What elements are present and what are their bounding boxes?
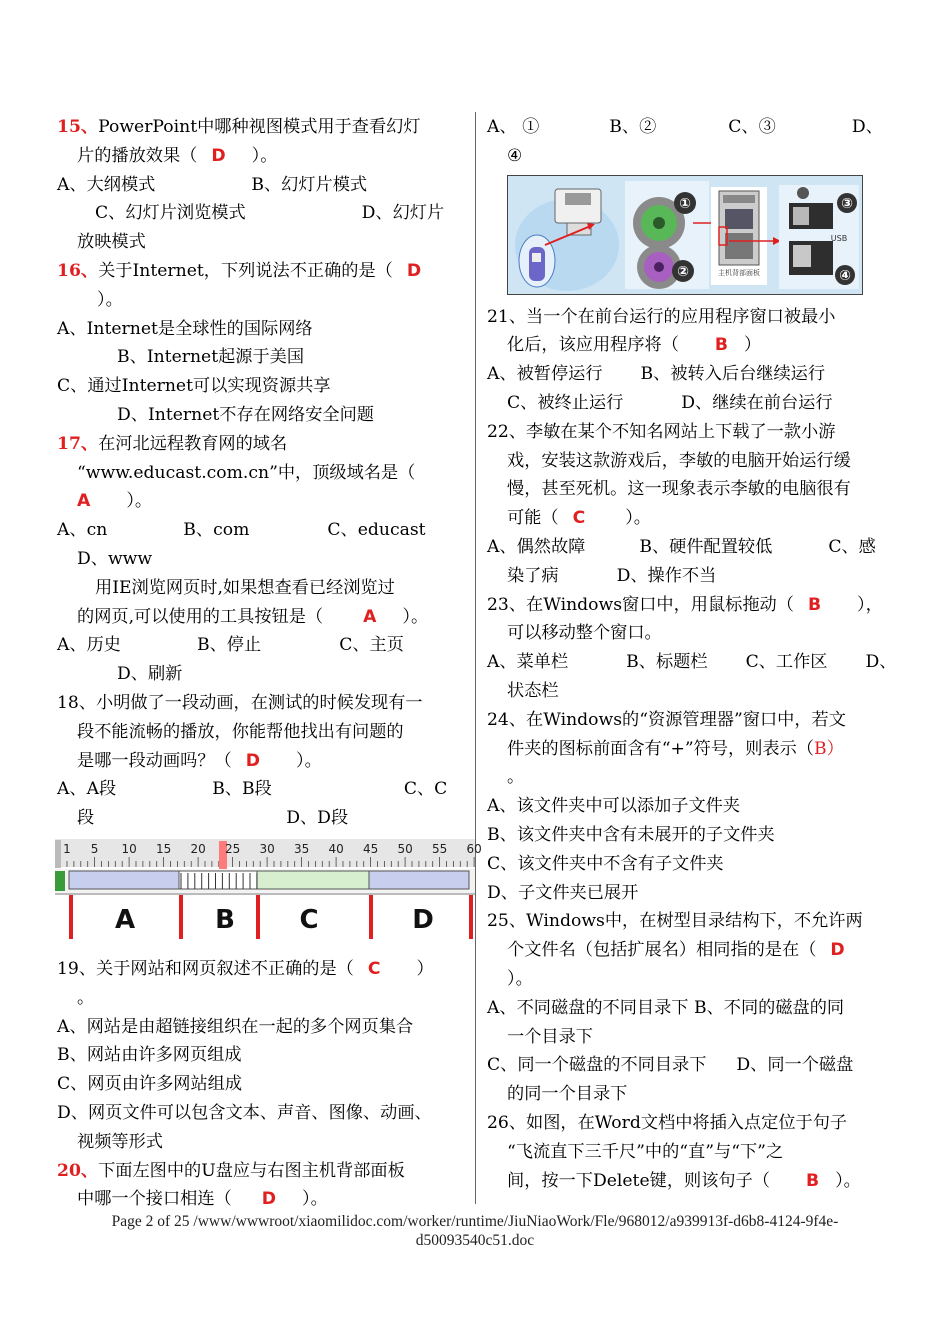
q24-option-b: B、该文件夹中含有未展开的子文件夹 [487,824,775,845]
footer-line1: Page 2 of 25 /www/wwwroot/xiaomilidoc.com/worker/runtime/JiuNiaoWork/Fle/968012/a939913f-d6b8-4124-9f4e- [111,1213,839,1230]
q21-options-cd: C、被终止运行 D、继续在前台运行 [507,392,833,413]
q25-stem-line2: 个文件名（包括扩展名）相同指的是在（ D [487,936,887,965]
q21-options-ab: A、被暂停运行 B、被转入后台继续运行 [487,364,826,385]
q18-stem-line3: 是哪一段动画吗？（ D ）。 [57,747,457,776]
q16-stem-line1: 16、关于Internet，下列说法不正确的是（ D [57,257,457,286]
ruler-tick-label: 45 [362,841,379,856]
ruler-tick-label: 50 [397,841,413,856]
usb-ports-icon [779,185,859,289]
ruler-tick-label: 5 [90,841,99,856]
q18-answer: D [245,750,260,771]
q25-stem-line1: 25、Windows中，在树型目录结构下，不允许两 [487,911,863,932]
q19-option-c: C、网页由许多网站组成 [57,1074,243,1095]
q23-stem-line2: 可以移动整个窗口。 [507,623,662,644]
q22-stem-line1: 22、李敏在某个不知名网站上下载了一款小游 [487,421,836,442]
segment-c-label: C [299,904,319,935]
segment-d-label: D [412,904,434,935]
animation-timeline-figure [55,835,482,939]
q20-option-d-cont: ④ [507,145,523,166]
q20-options: A、 ① B、② C、③ D、 [487,117,883,137]
q22-stem-line3: 慢，甚至死机。这一现象表示李敏的电脑很有 [507,479,851,500]
qie-option-d: D、刷新 [117,664,183,685]
q21-answer: B [714,335,728,356]
svg-text:①: ① [679,195,691,212]
qie-options-abc: A、历史 B、停止 C、主页 [57,635,404,656]
ruler-tick-label: 15 [155,841,172,856]
timeline-graphic [55,835,482,939]
q15-stem-line1: 15、PowerPoint中哪种视图模式用于查看幻灯 [57,117,421,137]
q24-stem-line1: 24、在Windows的“资源管理器”窗口中，若文 [487,709,846,730]
q23-stem-line1: 23、在Windows窗口中，用鼠标拖动（ B ）， [487,591,887,620]
right-column [487,113,897,1195]
q22-options-abc: A、偶然故障 B、硬件配置较低 C、感 [487,536,876,557]
ruler-tick-label: 30 [259,841,275,856]
q26-stem-line2: “飞流直下三千尺”中的“直”与“下”之 [507,1141,784,1162]
q24-option-c: C、该文件夹中不含有子文件夹 [487,853,724,874]
q19-option-a: A、网站是由超链接组织在一起的多个网页集合 [57,1016,414,1037]
q25-option-d-cont: 的同一个目录下 [507,1084,628,1105]
q15-option-d-cont: 放映模式 [77,232,146,253]
q15-options-cd: C、幻灯片浏览模式 D、幻灯片 [95,203,445,224]
svg-text:主机背部面板: 主机背部面板 [718,268,760,277]
q17-options-abc: A、cn B、com C、educast [57,520,426,541]
q20-stem-line1: 20、下面左图中的U盘应与右图主机背部面板 [57,1160,405,1181]
q17-stem-line1: 17、在河北远程教育网的域名 [57,433,288,454]
q17-answer: A [77,491,91,512]
svg-text:②: ② [677,263,689,280]
column-divider [475,112,476,1204]
q26-stem-line1: 26、如图，在Word文档中将插入点定位于句子 [487,1112,848,1133]
q16-option-a: A、Internet是全球性的国际网络 [57,318,313,339]
page-footer [0,1212,950,1250]
q19-stem-line2: 。 [77,987,95,1008]
q16-answer: D [406,260,422,281]
q23-option-d-cont: 状态栏 [507,680,559,701]
q19-answer: C [367,958,381,979]
svg-text:④: ④ [839,267,851,284]
q19-option-d: D、网页文件可以包含文本、声音、图像、动画、 [57,1102,432,1123]
usb-ports-figure [507,175,863,295]
q24-stem-line2: 件夹的图标前面含有“+”符号，则表示（B） [507,738,844,759]
q24-stem-line3: 。 [507,767,525,788]
q16-option-d: D、Internet不存在网络安全问题 [117,404,374,425]
q16-stem-line2: ）。 [97,289,123,310]
q20-answer: D [261,1189,276,1210]
q17-stem-line3: A ）。 [57,487,457,516]
q17-option-d: D、www [77,548,153,569]
q23-answer: B [807,594,822,615]
q18-stem-line1: 18、小明做了一段动画，在测试的时候发现有一 [57,692,423,713]
svg-text:USB: USB [830,233,848,243]
q15-stem-line2: 片的播放效果（ D ）。 [57,142,457,171]
qie-answer: A [363,606,377,627]
ruler-tick-label: 35 [293,841,310,856]
ruler-tick-label: 60 [466,841,482,856]
q17-stem-line2: “www.educast.com.cn”中，顶级域名是（ [77,462,416,483]
ruler-tick-label: 10 [121,841,137,856]
q23-options-abcd: A、菜单栏 B、标题栏 C、工作区 D、 [487,652,897,673]
q21-stem-line2: 化后，该应用程序将（ B ） [487,331,887,360]
ruler-tick-label: 40 [328,841,344,856]
segment-b-label: B [215,904,235,935]
q22-stem-line4: 可能（ C ）。 [487,504,887,533]
q20-stem-line2: 中哪一个接口相连（ D ）。 [57,1185,457,1214]
q26-answer: B [805,1170,820,1191]
q22-options-cd: 染了病 D、操作不当 [507,565,717,586]
q24-answer: B [813,738,827,759]
q25-options-ab: A、不同磁盘的不同目录下 B、不同的磁盘的同 [487,997,845,1018]
left-column [57,113,482,1214]
q18-options-d: 段 D、D段 [77,808,349,829]
q26-stem-line3: 间，按一下Delete键，则该句子（ B ）。 [487,1167,887,1196]
q18-options-abc: A、A段 B、B段 C、C [57,779,448,800]
qie-stem-line2: 的网页,可以使用的工具按钮是（ A ）。 [57,603,457,632]
q16-option-c: C、通过Internet可以实现资源共享 [57,376,331,397]
ruler-tick-label: 25 [224,841,241,856]
q25-stem-line3: ）。 [507,968,533,989]
q25-answer: D [830,940,845,961]
q25-options-cd: C、同一个磁盘的不同目录下 D、同一个磁盘 [487,1055,854,1076]
qie-stem-line1: 用IE浏览网页时,如果想查看已经浏览过 [95,577,395,598]
q16-option-b: B、Internet起源于美国 [117,347,305,368]
q25-option-b-cont: 一个目录下 [507,1026,593,1047]
q19-option-d-cont: 视频等形式 [77,1131,163,1152]
segment-a-label: A [114,904,136,935]
q18-stem-line2: 段不能流畅的播放，你能帮他找出有问题的 [77,721,404,742]
q24-option-a: A、该文件夹中可以添加子文件夹 [487,796,741,817]
q15-answer: D [211,145,226,166]
q22-stem-line2: 戏，安装这款游戏后，李敏的电脑开始运行缓 [507,450,851,471]
q24-option-d: D、子文件夹已展开 [487,882,639,903]
ruler-tick-label: 55 [431,841,448,856]
q19-stem-line1: 19、关于网站和网页叙述不正确的是（ C ） [57,955,457,984]
q15-options-ab: A、大纲模式 B、幻灯片模式 [57,174,368,195]
ports-graphic [507,175,863,295]
svg-text:③: ③ [841,195,853,212]
q21-stem-line1: 21、当一个在前台运行的应用程序窗口被最小 [487,306,836,327]
footer-line2: d50093540c51.doc [415,1232,535,1249]
ruler-tick-label: 1 [63,841,71,856]
q19-option-b: B、网站由许多网页组成 [57,1045,242,1066]
ruler-tick-label: 20 [190,841,206,856]
q22-answer: C [572,508,586,529]
